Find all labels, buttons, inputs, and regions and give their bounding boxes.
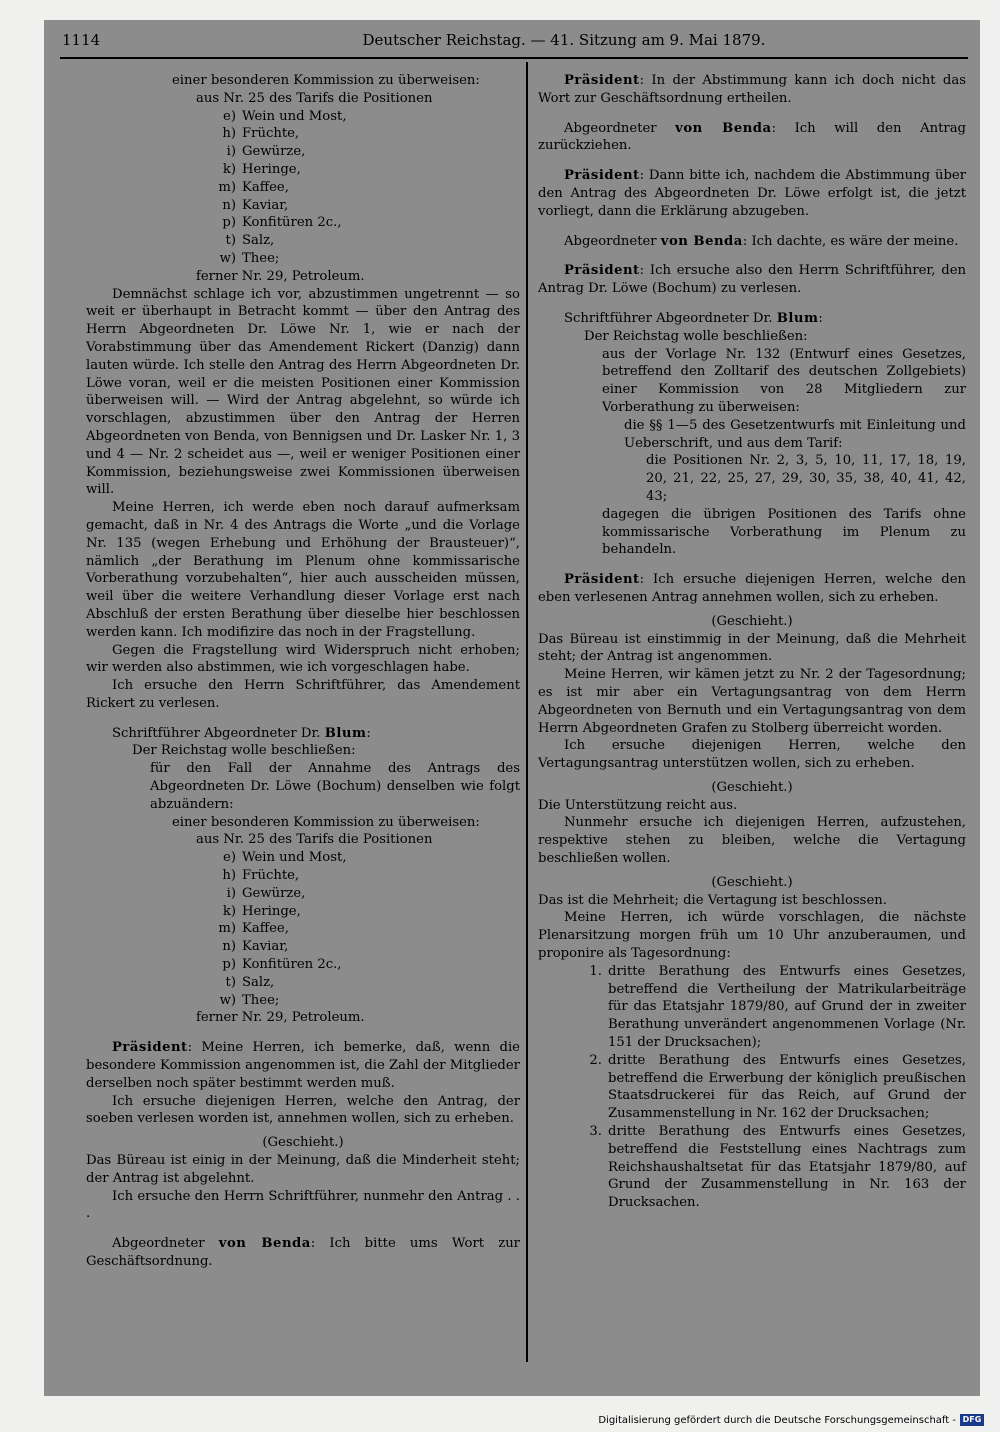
position-value: Heringe, xyxy=(242,903,301,919)
position-key: i) xyxy=(226,144,236,160)
speech-text: : Dann bitte ich, nachdem die Abstimmung über den Antrag des Abgeordneten Dr. Löwe erfolgt ist, die jetzt vorliegt, dann die Erklärung abzugeben. xyxy=(538,168,966,219)
running-title: Deutscher Reichstag. — 41. Sitzung am 9. Mai 1879. xyxy=(362,31,766,49)
paragraph: Meine Herren, ich würde vorschlagen, die nächste Plenarsitzung morgen früh um 10 Uhr anzuberaumen, und proponire als Tagesordnung: xyxy=(538,910,966,962)
speaker-line xyxy=(538,571,966,607)
speaker-line xyxy=(538,262,966,298)
paragraph: Meine Herren, ich werde eben noch darauf aufmerksam gemacht, daß in Nr. 4 des Antrags die Worte „und die Vorlage Nr. 135 (wegen Erhebung und Erhöhung der Brausteuer)“, nämlich „der Berathung im Plenum ohne kommissarische Vorberathung vorzubehalten“, hier auch ausscheiden müssen, weil über die weitere Verhandlung dieser Vorlage erst nach Abschluß der ersten Berathung über dieselbe hier beschlossen werden kann. Ich modifizire das noch in der Fragstellung. xyxy=(86,500,520,640)
paragraph: einer besonderen Kommission zu überweisen: xyxy=(172,814,480,830)
paragraph: Ich ersuche den Herrn Schriftführer, das Amendement Rickert zu verlesen. xyxy=(86,678,520,711)
position-value: Früchte, xyxy=(242,126,300,142)
position-key: h) xyxy=(222,868,236,884)
position-item xyxy=(86,903,520,921)
page-header xyxy=(62,28,966,54)
paragraph: ferner Nr. 29, Petroleum. xyxy=(196,268,365,284)
position-list xyxy=(86,849,520,1009)
position-key: w) xyxy=(219,250,236,266)
position-value: Wein und Most, xyxy=(242,108,347,124)
position-key: m) xyxy=(218,921,236,937)
position-key: k) xyxy=(222,903,236,919)
position-item xyxy=(86,849,520,867)
position-item xyxy=(86,214,520,232)
position-value: Wein und Most, xyxy=(242,850,347,866)
position-key: p) xyxy=(222,215,236,231)
paragraph: Demnächst schlage ich vor, abzustimmen ungetrennt — so weit er überhaupt in Betracht kommt — über den Antrag des Herrn Abgeordneten Dr. Löwe Nr. 1, wie er nach der Vorabstimmung über das Amendement Rickert (Danzig) dann lauten würde. Ich stelle den Antrag des Herrn Abgeordneten Dr. Löwe voran, weil er die meisten Positionen einer Kommission überweisen will. — Wird der Antrag abgelehnt, so würde ich vorschlagen, abzustimmen über den Antrag der Herren Abgeordneten von Benda, von Bennigsen und Dr. Lasker Nr. 1, 3 und 4 — Nr. 2 scheidet aus —, weil er weniger Positionen einer Kommission, beziehungsweise zwei Kommissionen überweisen will. xyxy=(86,286,520,498)
position-item xyxy=(86,179,520,197)
speaker-name: Präsident xyxy=(564,263,640,279)
position-item xyxy=(86,992,520,1010)
position-item xyxy=(86,108,520,126)
agenda-text: dritte Berathung des Entwurfs eines Gesetzes, betreffend die Vertheilung der Matrikularbeiträge für das Etatsjahr 1879/80, auf Grund der in zweiter Berathung unverändert angenommenen Vorlage (Nr. 151 der Drucksachen); xyxy=(608,963,966,1051)
paragraph: die Positionen Nr. 2, 3, 5, 10, 11, 17, 18, 19, 20, 21, 22, 25, 27, 29, 30, 35, 38, 40, 41, 42, 43; xyxy=(646,453,966,504)
speaker-name: Präsident xyxy=(112,1040,188,1056)
speaker-label: Abgeordneter xyxy=(564,233,661,249)
position-value: Konfitüren 2c., xyxy=(242,215,342,231)
speech-text: : Ich will den Antrag zurückziehen. xyxy=(538,120,966,154)
speaker-line: Schriftführer Abgeordneter Dr. Blum: xyxy=(112,725,371,741)
speaker-name: von Benda xyxy=(218,1236,311,1252)
speaker-name: Blum xyxy=(776,310,819,326)
position-item xyxy=(86,143,520,161)
position-key: n) xyxy=(222,197,236,213)
agenda-number: 3. xyxy=(589,1124,602,1140)
agenda-text: dritte Berathung des Entwurfs eines Gesetzes, betreffend die Feststellung eines Nachtrags zum Reichshaushaltsetat für das Etatsjahr 1879/80, auf Grund der Zusammenstellung in Nr. 163 der Drucksachen. xyxy=(608,1124,966,1211)
speaker-line xyxy=(538,233,966,251)
paragraph: Das Büreau ist einstimmig in der Meinung, daß die Mehrheit steht; der Antrag ist angenommen. xyxy=(538,631,966,665)
speaker-line xyxy=(86,1235,520,1271)
dfg-logo: DFG xyxy=(960,1414,984,1426)
position-item xyxy=(86,867,520,885)
position-item xyxy=(86,161,520,179)
stage-direction: (Geschieht.) xyxy=(262,1135,344,1151)
paragraph: aus Nr. 25 des Tarifs die Positionen xyxy=(196,90,433,106)
position-key: w) xyxy=(219,992,236,1008)
agenda-number: 1. xyxy=(589,963,602,979)
speech-text: : Ich ersuche diejenigen Herren, welche den eben verlesenen Antrag annehmen wollen, sich zu erheben. xyxy=(538,572,966,605)
speaker-name: Blum xyxy=(324,725,367,741)
speech-text: : Ich dachte, es wäre der meine. xyxy=(742,233,959,249)
speech-text: : In der Abstimmung kann ich doch nicht das Wort zur Geschäftsordnung ertheilen. xyxy=(538,73,966,106)
position-item xyxy=(86,250,520,268)
stage-direction: (Geschieht.) xyxy=(711,779,793,795)
position-item xyxy=(86,938,520,956)
paragraph: Das ist die Mehrheit; die Vertagung ist beschlossen. xyxy=(538,892,887,908)
paragraph: Ich ersuche diejenigen Herren, welche den Vertagungsantrag unterstützen wollen, sich zu erheben. xyxy=(538,738,966,772)
paragraph: Der Reichstag wolle beschließen: xyxy=(132,743,356,759)
position-value: Kaviar, xyxy=(242,939,289,955)
speaker-name: Präsident xyxy=(564,73,640,88)
stage-direction: (Geschieht.) xyxy=(711,613,793,629)
position-value: Salz, xyxy=(242,233,275,249)
paragraph: Nunmehr ersuche ich diejenigen Herren, aufzustehen, respektive stehen zu bleiben, welche die Vertagung beschließen wollen. xyxy=(538,815,966,867)
position-value: Kaffee, xyxy=(242,921,289,937)
position-value: Thee; xyxy=(242,250,280,266)
footer-credit xyxy=(598,1414,984,1426)
agenda-text: dritte Berathung des Entwurfs eines Gesetzes, betreffend die Erwerbung der königlich preußischen Staatsdruckerei für das Reich, auf Grund der Zusammenstellung in Nr. 162 der Drucksachen; xyxy=(608,1052,966,1122)
right-column xyxy=(538,72,966,1212)
left-column xyxy=(86,72,520,1271)
paragraph: Ich ersuche den Herrn Schriftführer, nunmehr den Antrag . . . xyxy=(86,1188,520,1222)
position-key: m) xyxy=(218,179,236,195)
speaker-name: Präsident xyxy=(564,168,640,184)
position-key: h) xyxy=(222,126,236,142)
header-rule xyxy=(60,57,968,59)
position-key: e) xyxy=(223,850,236,866)
position-value: Kaviar, xyxy=(242,197,289,213)
position-value: Gewürze, xyxy=(242,885,306,901)
speaker-line xyxy=(538,72,966,108)
position-value: Gewürze, xyxy=(242,144,306,160)
paragraph: ferner Nr. 29, Petroleum. xyxy=(196,1010,365,1026)
paragraph: Gegen die Fragstellung wird Widerspruch nicht erhoben; wir werden also abstimmen, wie ich vorgeschlagen habe. xyxy=(86,642,520,676)
position-key: p) xyxy=(222,957,236,973)
speaker-label: Abgeordneter xyxy=(112,1236,219,1252)
speaker-line xyxy=(538,167,966,220)
position-item xyxy=(86,956,520,974)
position-value: Früchte, xyxy=(242,868,300,884)
position-item xyxy=(86,974,520,992)
speech-text: : Ich bitte ums Wort zur Geschäftsordnung. xyxy=(86,1236,520,1269)
paragraph: für den Fall der Annahme des Antrags des Abgeordneten Dr. Löwe (Bochum) denselben wie folgt abzuändern: xyxy=(150,761,520,812)
column-divider xyxy=(526,62,528,1362)
speech-text: : Meine Herren, ich bemerke, daß, wenn die besondere Kommission angenommen ist, die Zahl der Mitglieder derselben noch später bestimmt werden muß. xyxy=(86,1040,520,1091)
position-key: n) xyxy=(222,939,236,955)
agenda-number: 2. xyxy=(589,1052,602,1068)
position-item xyxy=(86,885,520,903)
speaker-name: Präsident xyxy=(564,572,640,588)
position-item xyxy=(86,197,520,215)
position-value: Thee; xyxy=(242,992,280,1008)
paragraph: Meine Herren, wir kämen jetzt zu Nr. 2 der Tagesordnung; es ist mir aber ein Vertagungsantrag von dem Herrn Abgeordneten von Bernuth und ein Vertagungsantrag von dem Herrn Abgeordneten Grafen zu Stolberg überreicht worden. xyxy=(538,667,966,736)
paragraph: aus der Vorlage Nr. 132 (Entwurf eines Gesetzes, betreffend den Zolltarif des deutschen Zollgebiets) einer Kommission von 28 Mitgliedern zur Vorberathung zu überweisen: xyxy=(602,346,966,415)
stage-direction: (Geschieht.) xyxy=(711,874,793,890)
position-value: Heringe, xyxy=(242,161,301,177)
speaker-label: Schriftführer Abgeordneter Dr. xyxy=(112,725,325,741)
paragraph: dagegen die übrigen Positionen des Tarifs ohne kommissarische Vorberathung im Plenum zu behandeln. xyxy=(602,506,966,558)
position-key: i) xyxy=(226,885,236,901)
position-value: Konfitüren 2c., xyxy=(242,957,342,973)
position-item xyxy=(86,125,520,143)
position-key: t) xyxy=(225,233,236,249)
paragraph: Ich ersuche diejenigen Herren, welche den Antrag, der soeben verlesen worden ist, annehmen wollen, sich zu erheben. xyxy=(86,1093,520,1127)
agenda-item xyxy=(538,1052,966,1123)
speaker-line xyxy=(86,1039,520,1092)
speaker-line: Schriftführer Abgeordneter Dr. Blum: xyxy=(564,310,823,326)
position-list xyxy=(86,108,520,268)
agenda-item xyxy=(538,1123,966,1212)
speech-text: : Ich ersuche also den Herrn Schriftführer, den Antrag Dr. Löwe (Bochum) zu verlesen. xyxy=(538,263,966,297)
speaker-name: von Benda xyxy=(675,120,772,136)
paragraph: einer besonderen Kommission zu überweisen: xyxy=(172,73,480,88)
agenda-list xyxy=(538,963,966,1212)
position-item xyxy=(86,232,520,250)
position-value: Kaffee, xyxy=(242,179,289,195)
position-key: e) xyxy=(223,108,236,124)
position-value: Salz, xyxy=(242,974,275,990)
footer-text: Digitalisierung gefördert durch die Deutsche Forschungsgemeinschaft - xyxy=(598,1414,956,1426)
paragraph: Der Reichstag wolle beschließen: xyxy=(584,328,808,344)
speaker-label: Schriftführer Abgeordneter Dr. xyxy=(564,310,777,326)
paragraph: die §§ 1—5 des Gesetzentwurfs mit Einleitung und Ueberschrift, und aus dem Tarif: xyxy=(624,417,966,451)
position-key: k) xyxy=(222,161,236,177)
page-number: 1114 xyxy=(62,31,101,49)
position-key: t) xyxy=(225,974,236,990)
paragraph: Das Büreau ist einig in der Meinung, daß die Minderheit steht; der Antrag ist abgelehnt. xyxy=(86,1153,520,1186)
agenda-item xyxy=(538,963,966,1052)
paragraph: aus Nr. 25 des Tarifs die Positionen xyxy=(196,832,433,848)
position-item xyxy=(86,920,520,938)
paragraph: Die Unterstützung reicht aus. xyxy=(538,797,738,813)
speaker-line xyxy=(538,120,966,156)
speaker-label: Abgeordneter xyxy=(564,120,676,136)
speaker-name: von Benda xyxy=(660,233,743,249)
